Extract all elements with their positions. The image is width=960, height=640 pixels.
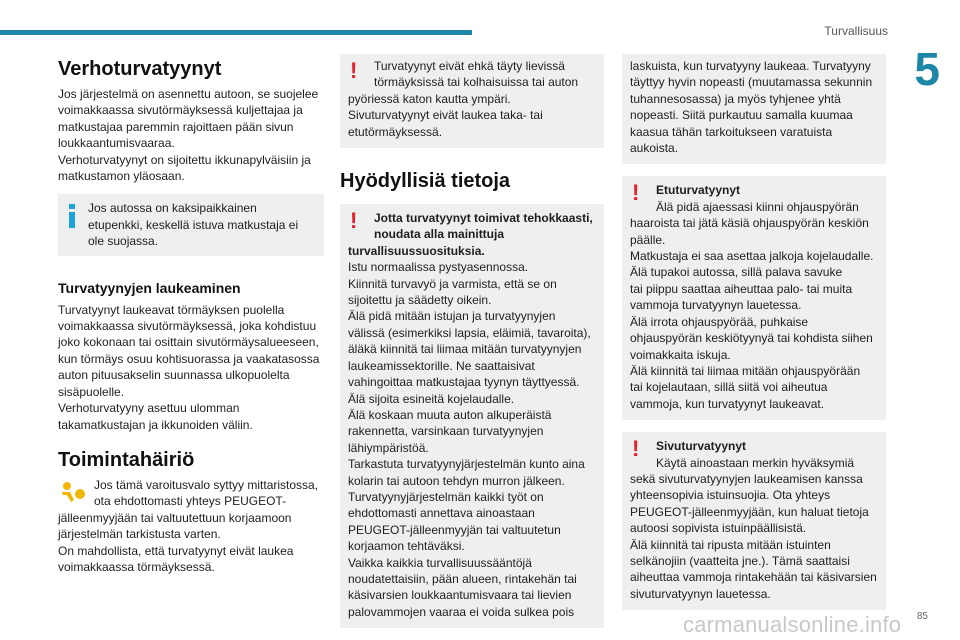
- warning-box-light-impacts: [340, 54, 604, 148]
- warning-box-1-text: pyöriessä katon kautta ympäri. Sivuturvatyynyt eivät laukea taka- tai etutörmäyksessä.: [348, 91, 543, 139]
- info-icon: [68, 204, 76, 228]
- warning-box-1-first: Turvatyynyt eivät ehkä täyty lievissä törmäyksissä tai kolhaisuissa tai auton: [374, 59, 579, 90]
- side-airbags-title: Sivuturvatyynyt: [656, 439, 747, 454]
- continued-warning-box: [622, 54, 886, 164]
- front-airbags-first: Älä pidä ajaessasi kiinni ohjauspyörän: [656, 199, 859, 214]
- malfunction-text-indent: Jos tämä varoitusvalo syttyy mittaristossa, ota ehdottomasti yhteys PEUGEOT-: [94, 477, 319, 509]
- malfunction-block: [58, 477, 324, 575]
- watermark: carmanualsonline.info: [683, 612, 902, 637]
- warning-icon: !: [350, 58, 358, 83]
- front-airbags-text: haaroista tai jätä käsiä ohjauspyörän keskiön päälle. Matkustaja ei saa asettaa jalkoja kojelaudalle. Älä tupakoi autossa, sillä palava savuke tai piippu saattaa aiheuttaa palo- tai muita vammoja turvatyynyn lauetessa. Älä irrota ohjauspyörää, puhkaise ohjauspyörän keskiötyynyä tai kohdista siihen voimakkaita iskuja. Älä kiinnitä tai liimaa mitään ohjauspyörään tai kojelautaan, sillä siitä voi aiheutua vammoja, kun turvatyynyt laukeavat.: [630, 216, 874, 411]
- warning-icon: !: [632, 436, 640, 462]
- warning-icon: !: [632, 180, 640, 206]
- chapter-number: 5: [914, 43, 940, 95]
- warning-box-front-airbags: [622, 176, 886, 420]
- malfunction-text: jälleenmyyjään tai valtuutettuun korjaamoon järjestelmän tarkistusta varten. On mahdollista, että turvatyynyt eivät laukea voimakkaassa törmäyksessä.: [58, 510, 294, 574]
- heading-deployment: Turvatyynyjen laukeaminen: [58, 279, 241, 296]
- deployment-text: Turvatyynyt laukeavat törmäyksen puolella voimakkaassa sivutörmäyksessä, joka kohdistuu joko kokonaan tai osittain sivutörmäysalueeseen, kun törmäys osuu kohtisuorassa ja vaakatasossa auton pituusakselin suunnassa ulkopuolelta sisäpuolelle. Verhoturvatyyny asettuu ulomman takamatkustajan ja ikkunoiden väliin.: [58, 302, 320, 432]
- warning-box-2-bold: Jotta turvatyynyt toimivat tehokkaasti, noudata alla mainittuja: [374, 211, 593, 242]
- section-title: Turvallisuus: [824, 24, 888, 38]
- warning-box-2-bold-2: turvallisuussuosituksia.: [348, 243, 485, 258]
- page-number: 85: [916, 611, 928, 622]
- warning-box-2-text: Istu normaalissa pystyasennossa. Kiinnitä turvavyö ja varmista, että se on sijoitettu ja säädetty oikein. Älä pidä mitään istujan ja turvatyynyjen välissä (esimerkiksi lapsia, eläimiä, tavaroita), äläkä kiinnitä tai liimaa mitään turvatyynyjen laukeamissektorille. Ne saattaisivat vahingoittaa matkustajaa tyynyn täyttyessä. Älä sijoita esineitä kojelaudalle. Älä koskaan muuta auton alkuperäistä rakennetta, varsinkaan turvatyynyjen lähiympäristöä. Tarkastuta turvatyynyjärjestelmän kunto aina kolarin tai autoon tehdyn murron jälkeen. Turvatyynyjärjestelmän kaikki työt on ehdottomasti annettava ainoastaan PEUGEOT-jälleenmyyjän tai valtuutetun korjaamon tehtäväksi. Vaikka kaikkia turvallisuussääntöjä noudatettaisiin, pään alueen, rintakehän tai käsivarsien loukkaantumisvaara tai lievien palovammojen vaaraa ei voida sulkea pois: [348, 260, 591, 619]
- airbag-warning-lamp-icon: [58, 480, 86, 504]
- front-airbags-title: Etuturvatyynyt: [656, 183, 741, 198]
- heading-useful-info: Hyödyllisiä tietoja: [340, 170, 511, 193]
- warning-box-side-airbags: [622, 432, 886, 610]
- curtain-airbags-intro: Jos järjestelmä on asennettu autoon, se suojelee voimakkaassa sivutörmäyksessä kuljettajaa ja matkustajaa paremmin rajoittaen pään sivun loukkaantumisvaaraa. Verhoturvatyynyt on sijoitettu ikkunapylväisiin ja matkustamon yläosaan.: [58, 87, 319, 184]
- info-box: [58, 194, 324, 255]
- continued-text: laskuista, kun turvatyyny laukeaa. Turvatyyny täyttyy hyvin nopeasti (muutamassa sekunnin tuhannesosassa) ja myös tyhjenee yhtä nopeasti. Siitä purkautuu samalla kuumaa kaasua tähän tarkoitukseen varatuista aukoista.: [630, 59, 873, 156]
- side-airbags-first: Käytä ainoastaan merkin hyväksymiä: [656, 455, 855, 470]
- column-2: [340, 54, 604, 628]
- header-accent-bar: [0, 30, 472, 35]
- column-1: [58, 54, 324, 575]
- heading-malfunction: Toimintahäiriö: [58, 448, 195, 471]
- side-airbags-text: sekä sivuturvatyynyjen laukeamisen kanssa yhteensopivia istuinsuojia. Ota yhteys PEUGEOT-jälleenmyyjään, kun haluat tietoja autoosi sopivista istuinpäällisistä. Älä kiinnitä tai ripusta mitään istuinten selkänojiin (vaatteita jne.). Tämä saattaisi aiheuttaa vammoja rintakehään tai käsivarsien sivuturvatyynyn lauetessa.: [630, 471, 877, 601]
- warning-icon: !: [350, 208, 358, 234]
- column-3: [622, 54, 886, 610]
- info-box-text: Jos autossa on kaksipaikkainen etupenkki, keskellä istuva matkustaja ei ole suojassa.: [88, 201, 299, 249]
- warning-box-recommendations: [340, 204, 604, 628]
- heading-curtain-airbags: Verhoturvatyynyt: [58, 58, 222, 80]
